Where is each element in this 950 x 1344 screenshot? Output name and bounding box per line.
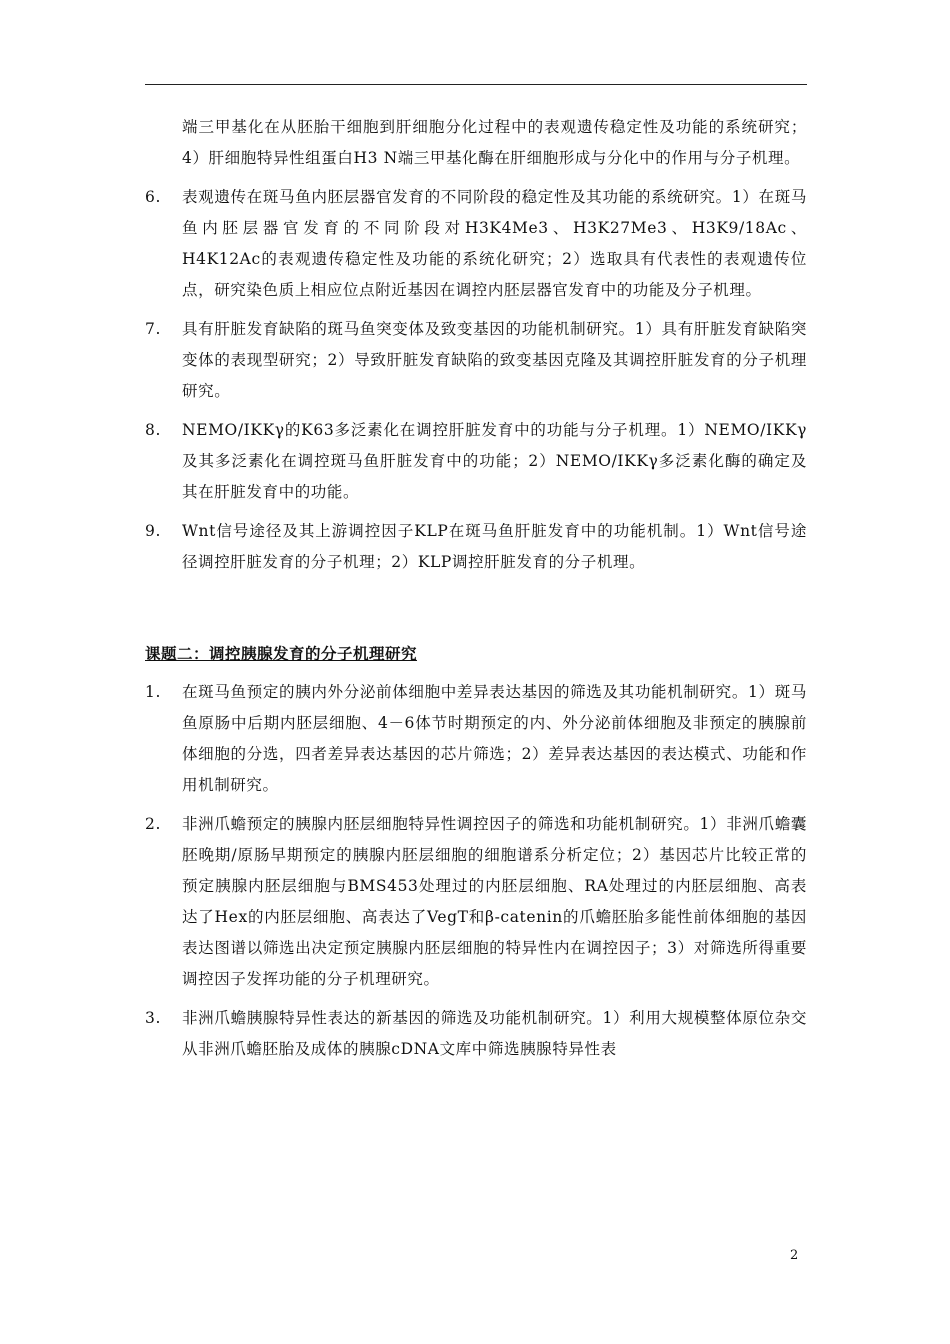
page-number: 2	[790, 1248, 799, 1263]
item-text: 具有肝脏发育缺陷的斑马鱼突变体及致变基因的功能机制研究。1）具有肝脏发育缺陷突变体的表现型研究；2）导致肝脏发育缺陷的致变基因克隆及其调控肝脏发育的分子机理研究。	[182, 320, 807, 400]
item-number: 2.	[145, 815, 161, 833]
item-number: 7.	[145, 320, 161, 338]
item-text: 非洲爪蟾预定的胰腺内胚层细胞特异性调控因子的筛选和功能机制研究。1）非洲爪蟾囊胚晚期/原肠早期预定的胰腺内胚层细胞的细胞谱系分析定位；2）基因芯片比较正常的预定胰腺内胚层细胞与BMS453处理过的内胚层细胞、RA处理过的内胚层细胞、高表达了Hex的内胚层细胞、高表达了VegT和β-catenin的爪蟾胚胎多能性前体细胞的基因表达图谱以筛选出决定预定胰腺内胚层细胞的特异性内在调控因子；3）对筛选所得重要调控因子发挥功能的分子机理研究。	[182, 815, 807, 988]
item-number: 1.	[145, 683, 161, 701]
continuation-paragraph: 端三甲基化在从胚胎干细胞到肝细胞分化过程中的表观遗传稳定性及功能的系统研究；4）肝细胞特异性组蛋白H3 N端三甲基化酶在肝细胞形成与分化中的作用与分子机理。	[182, 118, 807, 167]
list-item	[145, 677, 807, 801]
section-heading: 课题二：调控胰腺发育的分子机理研究	[145, 644, 418, 663]
item-number: 6.	[145, 188, 161, 206]
item-text: Wnt信号途径及其上游调控因子KLP在斑马鱼肝脏发育中的功能机制。1）Wnt信号途径调控肝脏发育的分子机理；2）KLP调控肝脏发育的分子机理。	[182, 522, 807, 571]
item-text: 在斑马鱼预定的胰内外分泌前体细胞中差异表达基因的筛选及其功能机制研究。1）斑马鱼原肠中后期内胚层细胞、4－6体节时期预定的内、外分泌前体细胞及非预定的胰腺前体细胞的分选，四者差异表达基因的芯片筛选；2）差异表达基因的表达模式、功能和作用机制研究。	[182, 683, 807, 794]
list-item	[145, 314, 807, 407]
item-number: 9.	[145, 522, 161, 540]
item-text: 非洲爪蟾胰腺特异性表达的新基因的筛选及功能机制研究。1）利用大规模整体原位杂交从非洲爪蟾胚胎及成体的胰腺cDNA文库中筛选胰腺特异性表	[182, 1009, 807, 1058]
item-number: 8.	[145, 421, 161, 439]
list-item	[145, 1003, 807, 1065]
list-item	[145, 809, 807, 995]
item-text: NEMO/IKKγ的K63多泛素化在调控肝脏发育中的功能与分子机理。1）NEMO/IKKγ及其多泛素化在调控斑马鱼肝脏发育中的功能；2）NEMO/IKKγ多泛素化酶的确定及其在肝脏发育中的功能。	[182, 421, 807, 501]
document-body	[145, 112, 807, 1073]
item-number: 3.	[145, 1009, 161, 1027]
list-item	[145, 415, 807, 508]
header-rule	[145, 84, 807, 85]
list-item	[145, 182, 807, 306]
item-text: 表观遗传在斑马鱼内胚层器官发育的不同阶段的稳定性及其功能的系统研究。1）在斑马鱼内胚层器官发育的不同阶段对H3K4Me3、H3K27Me3、H3K9/18Ac、H4K12Ac的表观遗传稳定性及功能的系统化研究；2）选取具有代表性的表观遗传位点，研究染色质上相应位点附近基因在调控内胚层器官发育中的功能及分子机理。	[182, 188, 807, 299]
list-item	[145, 516, 807, 578]
